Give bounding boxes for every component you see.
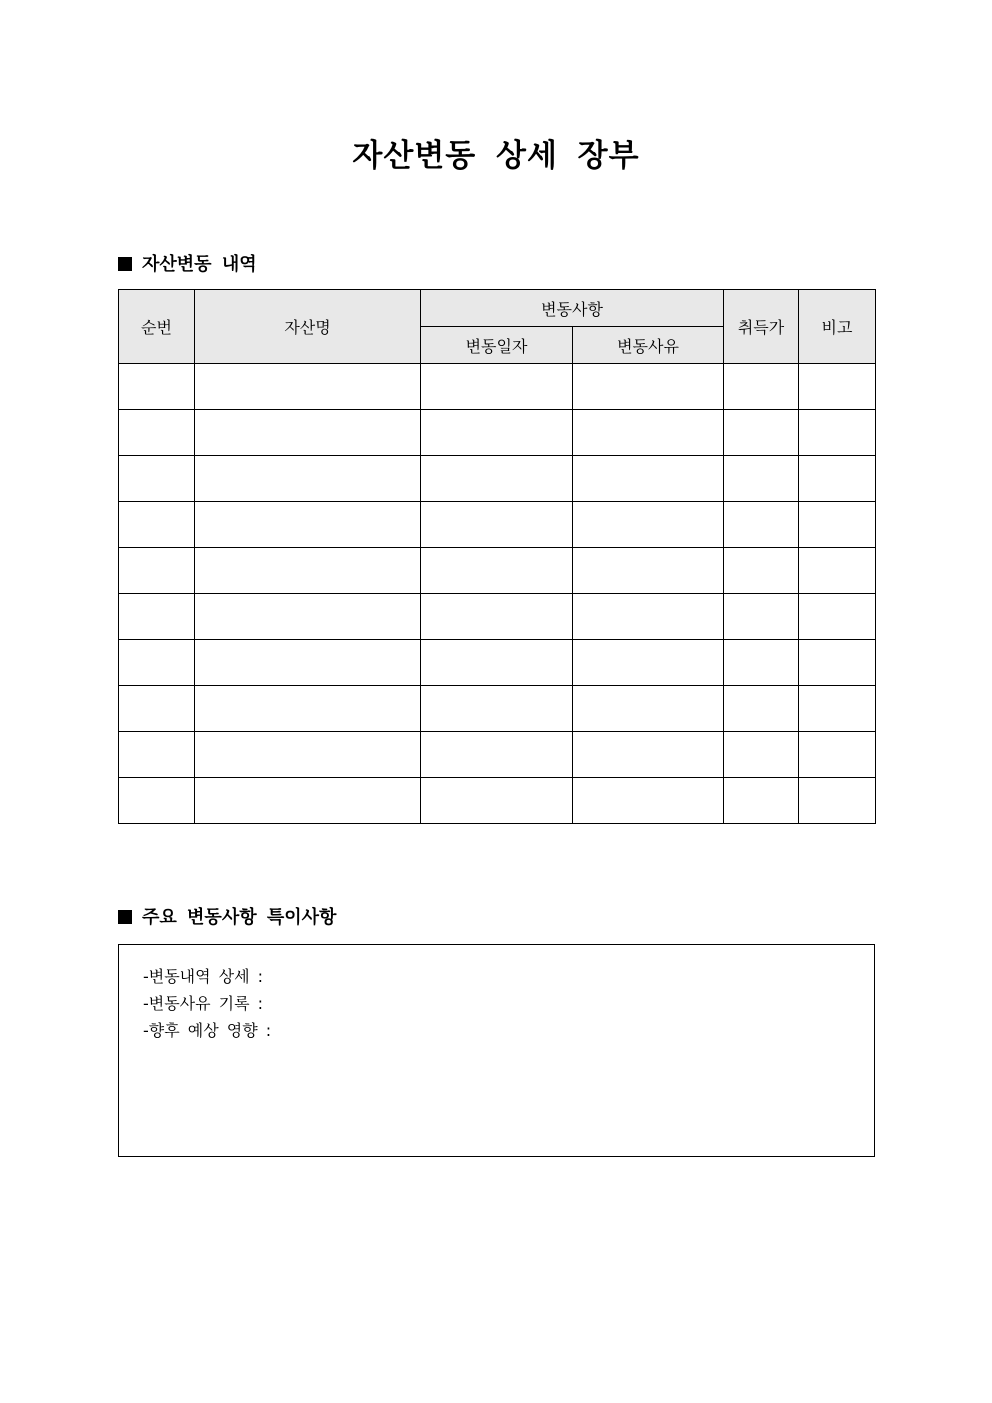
header-change-group: 변동사항	[421, 290, 724, 327]
cell-remarks[interactable]	[799, 548, 876, 594]
table-row	[119, 410, 876, 456]
note-line: -변동내역 상세 :	[143, 967, 264, 986]
cell-acquisition-price[interactable]	[724, 732, 799, 778]
cell-acquisition-price[interactable]	[724, 364, 799, 410]
cell-asset-name[interactable]	[195, 502, 421, 548]
cell-seq[interactable]	[119, 502, 195, 548]
cell-remarks[interactable]	[799, 778, 876, 824]
cell-seq[interactable]	[119, 456, 195, 502]
cell-seq[interactable]	[119, 686, 195, 732]
notes-box[interactable]	[118, 944, 875, 1157]
cell-asset-name[interactable]	[195, 364, 421, 410]
cell-remarks[interactable]	[799, 732, 876, 778]
cell-change-reason[interactable]	[573, 594, 724, 640]
cell-change-reason[interactable]	[573, 364, 724, 410]
header-acquisition-price: 취득가	[724, 290, 799, 364]
square-bullet-icon	[118, 910, 132, 924]
cell-remarks[interactable]	[799, 502, 876, 548]
table-row	[119, 548, 876, 594]
cell-seq[interactable]	[119, 364, 195, 410]
cell-acquisition-price[interactable]	[724, 686, 799, 732]
table-row	[119, 778, 876, 824]
page-title: 자산변동 상세 장부	[352, 138, 640, 174]
cell-acquisition-price[interactable]	[724, 778, 799, 824]
asset-change-table	[118, 289, 876, 824]
header-change-reason: 변동사유	[573, 327, 724, 364]
cell-seq[interactable]	[119, 640, 195, 686]
cell-change-reason[interactable]	[573, 548, 724, 594]
cell-acquisition-price[interactable]	[724, 594, 799, 640]
cell-change-date[interactable]	[421, 410, 573, 456]
note-line: -변동사유 기록 :	[143, 994, 264, 1013]
cell-seq[interactable]	[119, 548, 195, 594]
cell-asset-name[interactable]	[195, 640, 421, 686]
cell-change-reason[interactable]	[573, 640, 724, 686]
table-row	[119, 456, 876, 502]
cell-change-reason[interactable]	[573, 456, 724, 502]
cell-remarks[interactable]	[799, 456, 876, 502]
header-remarks: 비고	[799, 290, 876, 364]
table-body	[119, 364, 876, 824]
section-heading-asset-changes	[118, 252, 257, 278]
cell-seq[interactable]	[119, 410, 195, 456]
cell-asset-name[interactable]	[195, 778, 421, 824]
cell-change-date[interactable]	[421, 686, 573, 732]
notes-list	[119, 945, 874, 1044]
cell-remarks[interactable]	[799, 364, 876, 410]
table-row	[119, 502, 876, 548]
cell-seq[interactable]	[119, 594, 195, 640]
cell-change-reason[interactable]	[573, 410, 724, 456]
cell-seq[interactable]	[119, 732, 195, 778]
cell-acquisition-price[interactable]	[724, 410, 799, 456]
cell-change-date[interactable]	[421, 548, 573, 594]
note-line: -향후 예상 영향 :	[143, 1021, 272, 1040]
cell-change-reason[interactable]	[573, 502, 724, 548]
table-row	[119, 640, 876, 686]
cell-remarks[interactable]	[799, 686, 876, 732]
cell-change-reason[interactable]	[573, 732, 724, 778]
table-row	[119, 364, 876, 410]
header-seq: 순번	[119, 290, 195, 364]
cell-seq[interactable]	[119, 778, 195, 824]
cell-acquisition-price[interactable]	[724, 548, 799, 594]
section-heading-label: 주요 변동사항 특이사항	[142, 907, 337, 928]
cell-change-date[interactable]	[421, 732, 573, 778]
cell-remarks[interactable]	[799, 640, 876, 686]
header-change-date: 변동일자	[421, 327, 573, 364]
cell-acquisition-price[interactable]	[724, 502, 799, 548]
cell-change-reason[interactable]	[573, 686, 724, 732]
cell-change-date[interactable]	[421, 778, 573, 824]
table-row	[119, 732, 876, 778]
cell-asset-name[interactable]	[195, 410, 421, 456]
section-heading-notes	[118, 905, 336, 931]
cell-change-date[interactable]	[421, 594, 573, 640]
cell-asset-name[interactable]	[195, 594, 421, 640]
cell-change-reason[interactable]	[573, 778, 724, 824]
header-asset-name: 자산명	[195, 290, 421, 364]
cell-acquisition-price[interactable]	[724, 640, 799, 686]
cell-asset-name[interactable]	[195, 456, 421, 502]
cell-change-date[interactable]	[421, 502, 573, 548]
table-row	[119, 594, 876, 640]
cell-remarks[interactable]	[799, 594, 876, 640]
cell-asset-name[interactable]	[195, 548, 421, 594]
cell-change-date[interactable]	[421, 640, 573, 686]
table-row	[119, 686, 876, 732]
cell-acquisition-price[interactable]	[724, 456, 799, 502]
section-heading-label: 자산변동 내역	[142, 254, 257, 275]
cell-remarks[interactable]	[799, 410, 876, 456]
square-bullet-icon	[118, 257, 132, 271]
cell-asset-name[interactable]	[195, 732, 421, 778]
cell-asset-name[interactable]	[195, 686, 421, 732]
cell-change-date[interactable]	[421, 364, 573, 410]
cell-change-date[interactable]	[421, 456, 573, 502]
